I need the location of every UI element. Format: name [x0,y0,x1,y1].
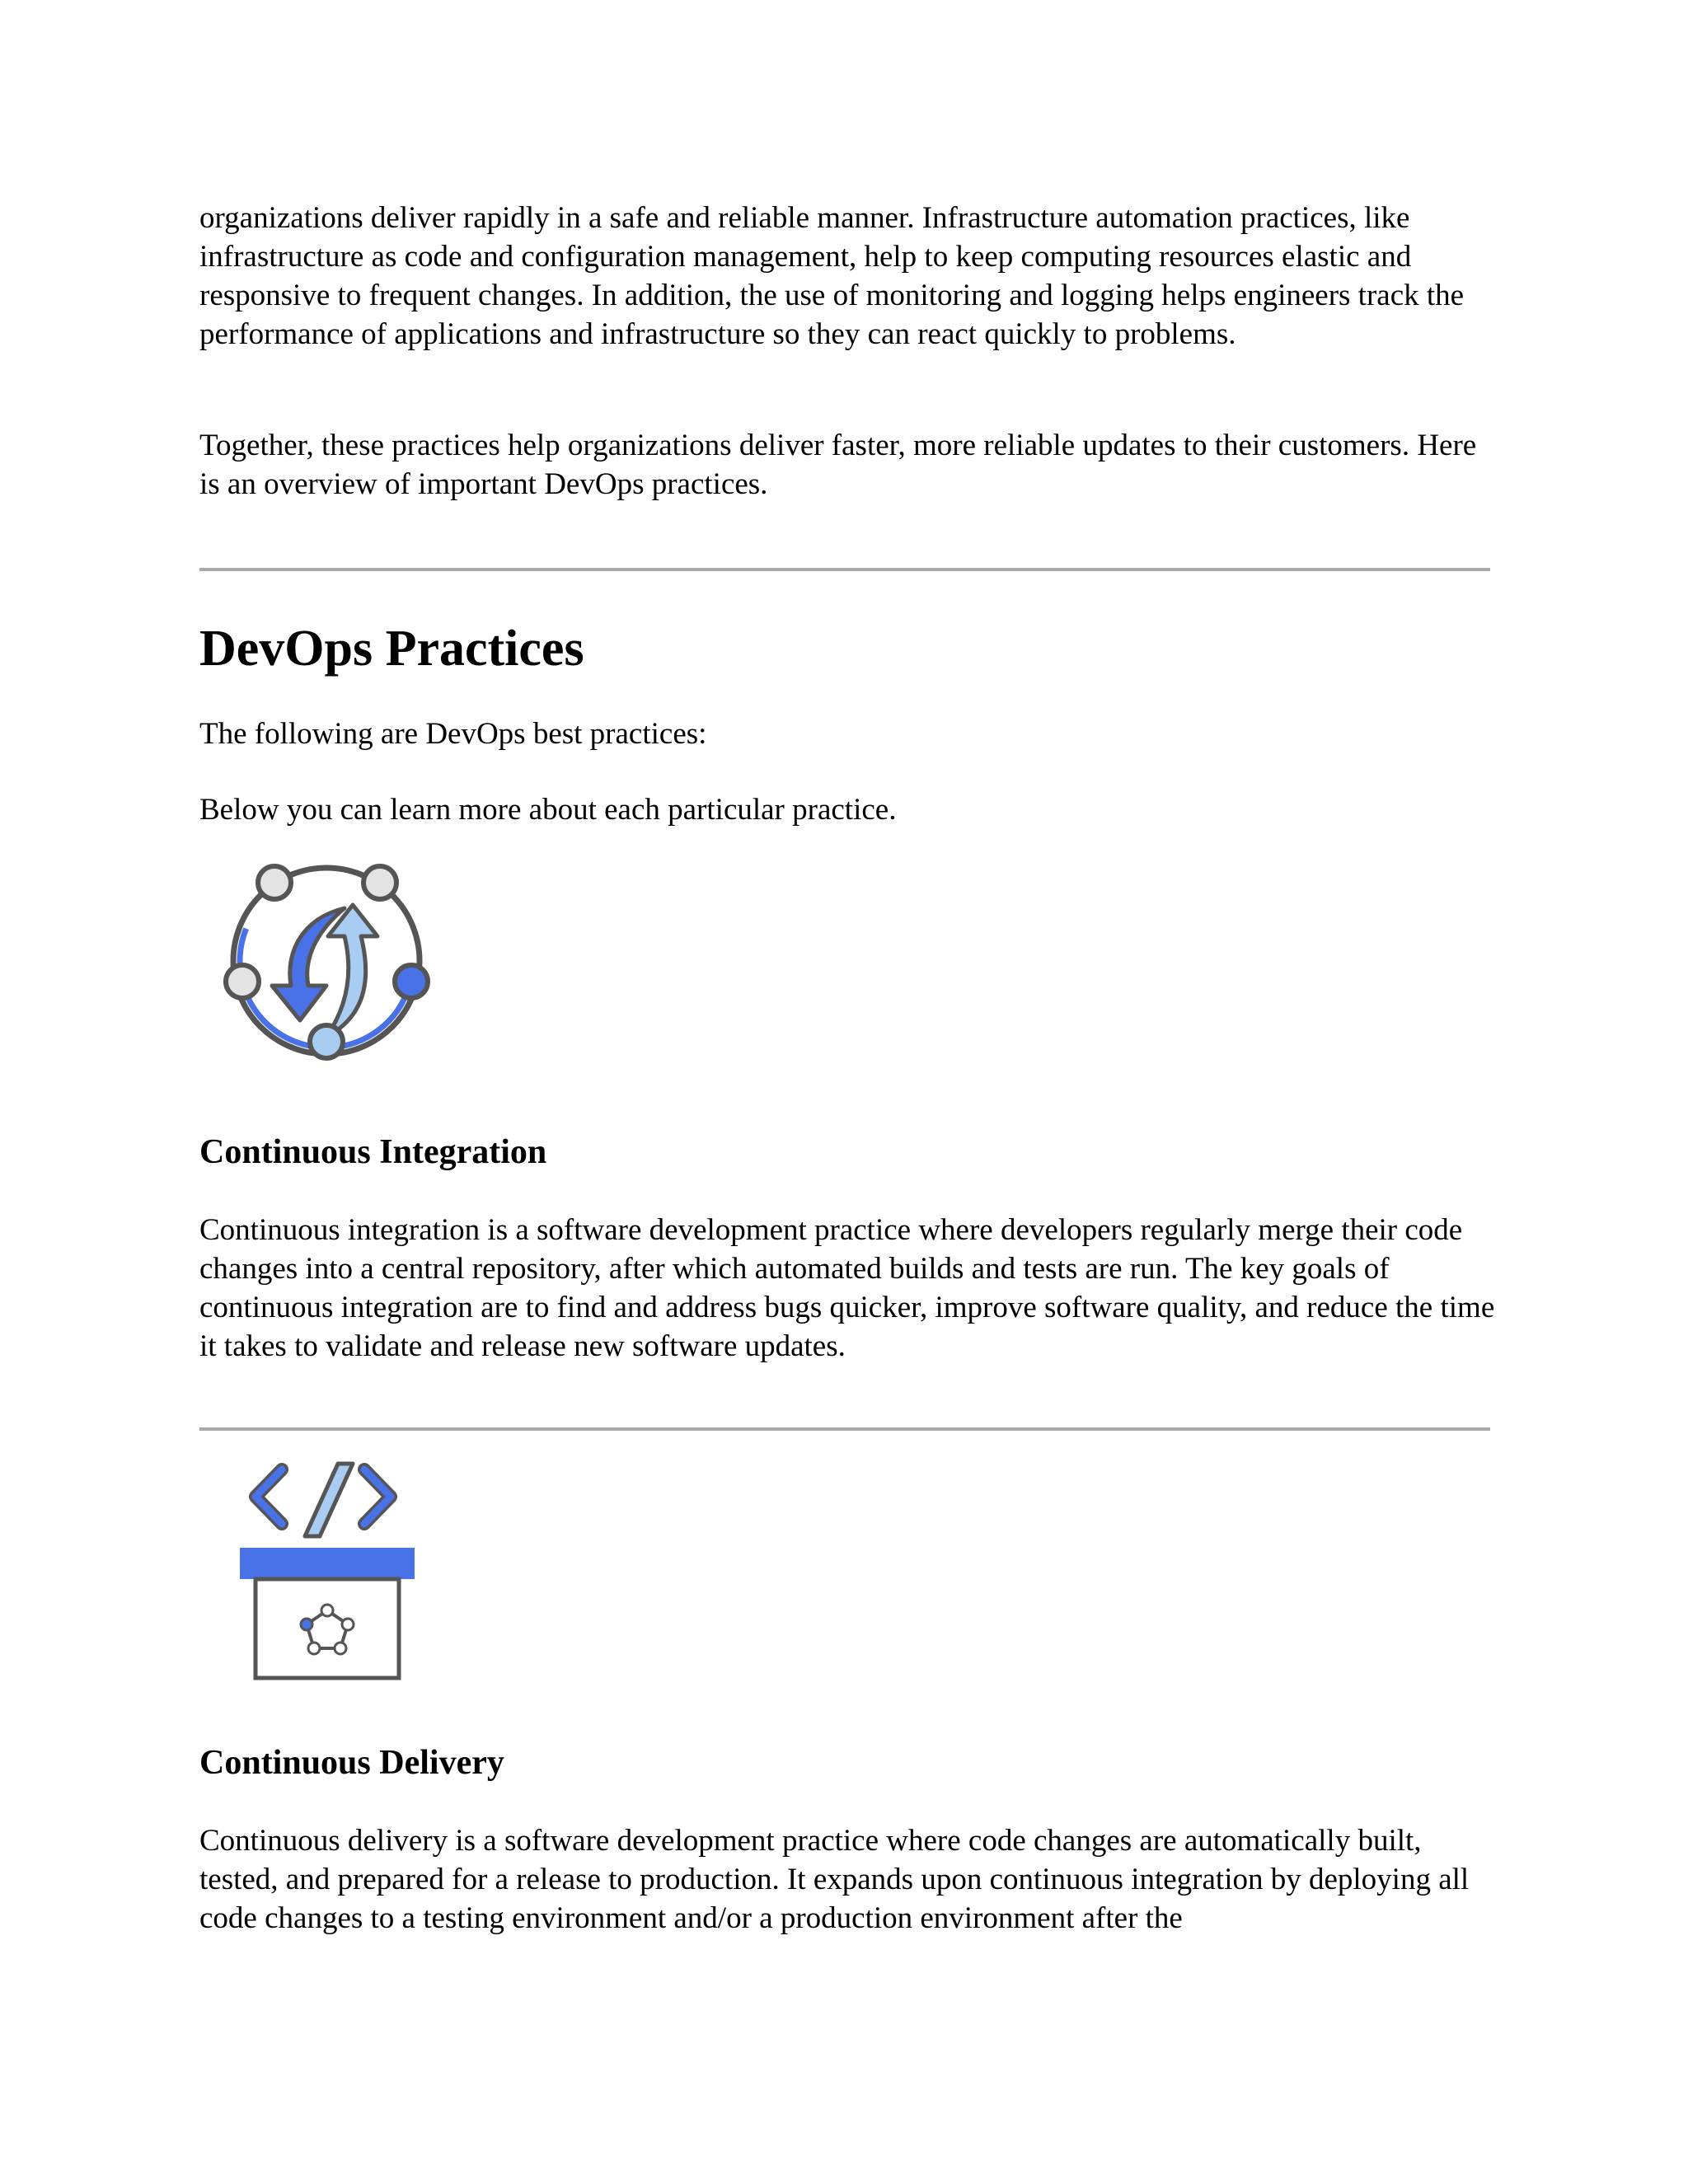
section-sublead: Below you can learn more about each particular practice. [199,793,897,827]
section-divider-1 [199,568,1490,571]
ci-body: Continuous integration is a software development practice where developers regularly merge their code changes into a central repository, after which automated builds and tests are run. The key goals of continuous integration are to find and address bugs quicker, improve software quality, and reduce the time it takes to validate and release new software updates. [199,1213,1495,1363]
integration-cycle-icon [221,854,435,1068]
code-package-icon [232,1455,424,1686]
ci-heading: Continuous Integration [199,1133,547,1171]
intro-paragraph-2: Together, these practices help organizations deliver faster, more reliable updates to their customers. Here is an overview of important DevOps practices. [199,429,1477,501]
section-divider-2 [199,1427,1490,1431]
cd-heading: Continuous Delivery [199,1744,504,1782]
cd-body: Continuous delivery is a software development practice where code changes are automatically built, tested, and prepared for a release to production. It expands upon continuous integration by deploying all code changes to a testing environment and/or a production environment after the [199,1824,1470,1935]
section-lead: The following are DevOps best practices: [199,717,707,751]
section-title: DevOps Practices [199,621,584,677]
intro-paragraph-1: organizations deliver rapidly in a safe and reliable manner. Infrastructure automation practices, like infrastructure as code and configuration management, help to keep computing resources elastic and responsive to frequent changes. In addition, the use of monitoring and logging helps engineers track the performance of applications and infrastructure so they can react quickly to problems. [199,201,1465,351]
